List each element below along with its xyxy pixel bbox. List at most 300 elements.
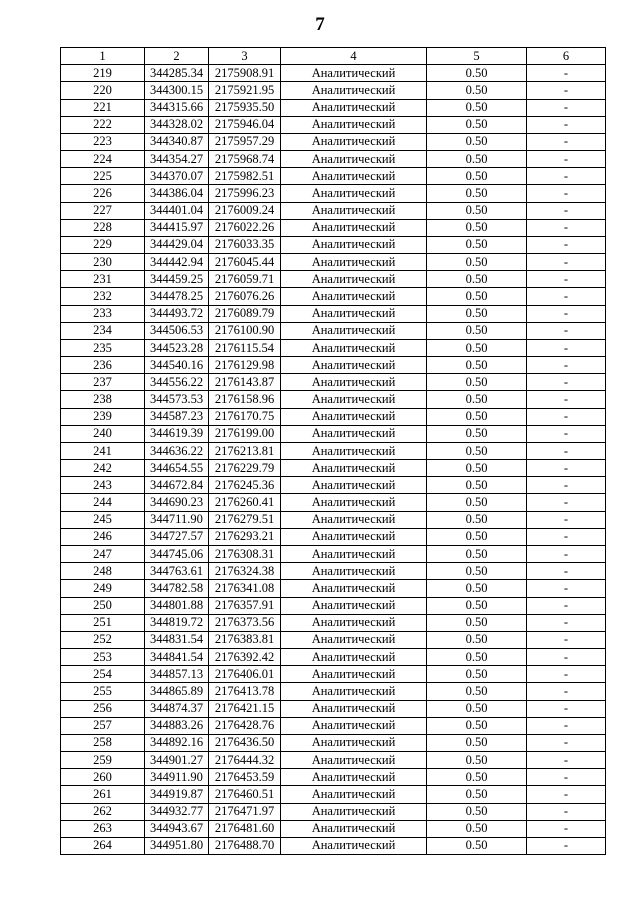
y-coordinate-cell: 2176392.42 <box>209 649 281 666</box>
note-cell: - <box>527 374 606 391</box>
error-cell: 0.50 <box>427 666 527 683</box>
y-coordinate-cell: 2176260.41 <box>209 494 281 511</box>
error-cell: 0.50 <box>427 271 527 288</box>
method-cell: Аналитический <box>281 65 427 82</box>
y-coordinate-cell: 2176129.98 <box>209 357 281 374</box>
table-row <box>61 477 606 494</box>
error-cell: 0.50 <box>427 168 527 185</box>
x-coordinate-cell: 344801.88 <box>145 597 209 614</box>
point-number-cell: 221 <box>61 99 145 116</box>
note-cell: - <box>527 511 606 528</box>
x-coordinate-cell: 344819.72 <box>145 614 209 631</box>
point-number-cell: 235 <box>61 339 145 356</box>
error-cell: 0.50 <box>427 837 527 854</box>
y-coordinate-cell: 2176115.54 <box>209 339 281 356</box>
x-coordinate-cell: 344370.07 <box>145 168 209 185</box>
table-row <box>61 168 606 185</box>
x-coordinate-cell: 344874.37 <box>145 700 209 717</box>
y-coordinate-cell: 2176100.90 <box>209 322 281 339</box>
table-row <box>61 700 606 717</box>
y-coordinate-cell: 2176357.91 <box>209 597 281 614</box>
table-row <box>61 528 606 545</box>
error-cell: 0.50 <box>427 820 527 837</box>
y-coordinate-cell: 2176076.26 <box>209 288 281 305</box>
x-coordinate-cell: 344401.04 <box>145 202 209 219</box>
y-coordinate-cell: 2175935.50 <box>209 99 281 116</box>
point-number-cell: 231 <box>61 271 145 288</box>
method-cell: Аналитический <box>281 99 427 116</box>
y-coordinate-cell: 2176413.78 <box>209 683 281 700</box>
y-coordinate-cell: 2176308.31 <box>209 545 281 562</box>
y-coordinate-cell: 2176428.76 <box>209 717 281 734</box>
y-coordinate-cell: 2176009.24 <box>209 202 281 219</box>
method-cell: Аналитический <box>281 357 427 374</box>
method-cell: Аналитический <box>281 374 427 391</box>
x-coordinate-cell: 344442.94 <box>145 254 209 271</box>
table-row <box>61 236 606 253</box>
x-coordinate-cell: 344429.04 <box>145 236 209 253</box>
table-row <box>61 99 606 116</box>
table-header-row <box>61 48 606 65</box>
x-coordinate-cell: 344932.77 <box>145 803 209 820</box>
point-number-cell: 238 <box>61 391 145 408</box>
point-number-cell: 246 <box>61 528 145 545</box>
point-number-cell: 240 <box>61 425 145 442</box>
note-cell: - <box>527 717 606 734</box>
x-coordinate-cell: 344919.87 <box>145 786 209 803</box>
x-coordinate-cell: 344763.61 <box>145 563 209 580</box>
note-cell: - <box>527 357 606 374</box>
error-cell: 0.50 <box>427 683 527 700</box>
x-coordinate-cell: 344745.06 <box>145 545 209 562</box>
table-row <box>61 288 606 305</box>
point-number-cell: 244 <box>61 494 145 511</box>
column-header-4: 4 <box>281 48 427 65</box>
y-coordinate-cell: 2176383.81 <box>209 631 281 648</box>
x-coordinate-cell: 344951.80 <box>145 837 209 854</box>
note-cell: - <box>527 185 606 202</box>
x-coordinate-cell: 344506.53 <box>145 322 209 339</box>
y-coordinate-cell: 2175908.91 <box>209 65 281 82</box>
error-cell: 0.50 <box>427 322 527 339</box>
y-coordinate-cell: 2175968.74 <box>209 151 281 168</box>
note-cell: - <box>527 305 606 322</box>
note-cell: - <box>527 288 606 305</box>
error-cell: 0.50 <box>427 374 527 391</box>
y-coordinate-cell: 2175957.29 <box>209 133 281 150</box>
column-header-3: 3 <box>209 48 281 65</box>
error-cell: 0.50 <box>427 717 527 734</box>
method-cell: Аналитический <box>281 133 427 150</box>
method-cell: Аналитический <box>281 666 427 683</box>
table-row <box>61 717 606 734</box>
x-coordinate-cell: 344556.22 <box>145 374 209 391</box>
error-cell: 0.50 <box>427 442 527 459</box>
point-number-cell: 222 <box>61 116 145 133</box>
error-cell: 0.50 <box>427 391 527 408</box>
x-coordinate-cell: 344386.04 <box>145 185 209 202</box>
note-cell: - <box>527 769 606 786</box>
x-coordinate-cell: 344415.97 <box>145 219 209 236</box>
point-number-cell: 251 <box>61 614 145 631</box>
point-number-cell: 250 <box>61 597 145 614</box>
method-cell: Аналитический <box>281 185 427 202</box>
note-cell: - <box>527 666 606 683</box>
note-cell: - <box>527 545 606 562</box>
point-number-cell: 227 <box>61 202 145 219</box>
x-coordinate-cell: 344285.34 <box>145 65 209 82</box>
error-cell: 0.50 <box>427 65 527 82</box>
error-cell: 0.50 <box>427 734 527 751</box>
error-cell: 0.50 <box>427 803 527 820</box>
note-cell: - <box>527 580 606 597</box>
point-number-cell: 248 <box>61 563 145 580</box>
error-cell: 0.50 <box>427 339 527 356</box>
error-cell: 0.50 <box>427 511 527 528</box>
point-number-cell: 224 <box>61 151 145 168</box>
method-cell: Аналитический <box>281 391 427 408</box>
x-coordinate-cell: 344587.23 <box>145 408 209 425</box>
method-cell: Аналитический <box>281 511 427 528</box>
table-row <box>61 219 606 236</box>
table-row <box>61 666 606 683</box>
y-coordinate-cell: 2176143.87 <box>209 374 281 391</box>
y-coordinate-cell: 2176158.96 <box>209 391 281 408</box>
method-cell: Аналитический <box>281 734 427 751</box>
point-number-cell: 236 <box>61 357 145 374</box>
method-cell: Аналитический <box>281 271 427 288</box>
y-coordinate-cell: 2176460.51 <box>209 786 281 803</box>
point-number-cell: 256 <box>61 700 145 717</box>
note-cell: - <box>527 683 606 700</box>
error-cell: 0.50 <box>427 357 527 374</box>
point-number-cell: 241 <box>61 442 145 459</box>
x-coordinate-cell: 344573.53 <box>145 391 209 408</box>
x-coordinate-cell: 344493.72 <box>145 305 209 322</box>
note-cell: - <box>527 494 606 511</box>
note-cell: - <box>527 614 606 631</box>
method-cell: Аналитический <box>281 545 427 562</box>
x-coordinate-cell: 344911.90 <box>145 769 209 786</box>
y-coordinate-cell: 2176089.79 <box>209 305 281 322</box>
y-coordinate-cell: 2176170.75 <box>209 408 281 425</box>
x-coordinate-cell: 344540.16 <box>145 357 209 374</box>
method-cell: Аналитический <box>281 837 427 854</box>
note-cell: - <box>527 442 606 459</box>
x-coordinate-cell: 344857.13 <box>145 666 209 683</box>
y-coordinate-cell: 2176059.71 <box>209 271 281 288</box>
method-cell: Аналитический <box>281 786 427 803</box>
y-coordinate-cell: 2176436.50 <box>209 734 281 751</box>
y-coordinate-cell: 2176279.51 <box>209 511 281 528</box>
method-cell: Аналитический <box>281 580 427 597</box>
x-coordinate-cell: 344300.15 <box>145 82 209 99</box>
y-coordinate-cell: 2176293.21 <box>209 528 281 545</box>
method-cell: Аналитический <box>281 631 427 648</box>
error-cell: 0.50 <box>427 202 527 219</box>
x-coordinate-cell: 344865.89 <box>145 683 209 700</box>
error-cell: 0.50 <box>427 460 527 477</box>
error-cell: 0.50 <box>427 563 527 580</box>
note-cell: - <box>527 408 606 425</box>
table-row <box>61 322 606 339</box>
table-body <box>61 65 606 855</box>
y-coordinate-cell: 2176421.15 <box>209 700 281 717</box>
table-row <box>61 837 606 854</box>
y-coordinate-cell: 2176229.79 <box>209 460 281 477</box>
x-coordinate-cell: 344901.27 <box>145 752 209 769</box>
point-number-cell: 259 <box>61 752 145 769</box>
method-cell: Аналитический <box>281 408 427 425</box>
y-coordinate-cell: 2176324.38 <box>209 563 281 580</box>
point-number-cell: 233 <box>61 305 145 322</box>
error-cell: 0.50 <box>427 425 527 442</box>
x-coordinate-cell: 344782.58 <box>145 580 209 597</box>
method-cell: Аналитический <box>281 700 427 717</box>
table-row <box>61 82 606 99</box>
note-cell: - <box>527 391 606 408</box>
point-number-cell: 219 <box>61 65 145 82</box>
note-cell: - <box>527 460 606 477</box>
table-row <box>61 597 606 614</box>
method-cell: Аналитический <box>281 116 427 133</box>
point-number-cell: 232 <box>61 288 145 305</box>
x-coordinate-cell: 344478.25 <box>145 288 209 305</box>
y-coordinate-cell: 2176453.59 <box>209 769 281 786</box>
x-coordinate-cell: 344328.02 <box>145 116 209 133</box>
error-cell: 0.50 <box>427 528 527 545</box>
table-row <box>61 151 606 168</box>
point-number-cell: 264 <box>61 837 145 854</box>
method-cell: Аналитический <box>281 305 427 322</box>
error-cell: 0.50 <box>427 151 527 168</box>
note-cell: - <box>527 837 606 854</box>
table-row <box>61 254 606 271</box>
note-cell: - <box>527 65 606 82</box>
table-row <box>61 786 606 803</box>
error-cell: 0.50 <box>427 597 527 614</box>
y-coordinate-cell: 2176341.08 <box>209 580 281 597</box>
column-header-5: 5 <box>427 48 527 65</box>
error-cell: 0.50 <box>427 305 527 322</box>
method-cell: Аналитический <box>281 597 427 614</box>
note-cell: - <box>527 700 606 717</box>
note-cell: - <box>527 786 606 803</box>
method-cell: Аналитический <box>281 442 427 459</box>
table-row <box>61 803 606 820</box>
error-cell: 0.50 <box>427 494 527 511</box>
method-cell: Аналитический <box>281 614 427 631</box>
table-row <box>61 202 606 219</box>
x-coordinate-cell: 344883.26 <box>145 717 209 734</box>
method-cell: Аналитический <box>281 168 427 185</box>
x-coordinate-cell: 344636.22 <box>145 442 209 459</box>
point-number-cell: 252 <box>61 631 145 648</box>
note-cell: - <box>527 322 606 339</box>
table-row <box>61 339 606 356</box>
table-row <box>61 133 606 150</box>
error-cell: 0.50 <box>427 99 527 116</box>
note-cell: - <box>527 425 606 442</box>
point-number-cell: 237 <box>61 374 145 391</box>
note-cell: - <box>527 528 606 545</box>
x-coordinate-cell: 344654.55 <box>145 460 209 477</box>
y-coordinate-cell: 2175946.04 <box>209 116 281 133</box>
note-cell: - <box>527 477 606 494</box>
error-cell: 0.50 <box>427 133 527 150</box>
y-coordinate-cell: 2176045.44 <box>209 254 281 271</box>
y-coordinate-cell: 2176406.01 <box>209 666 281 683</box>
error-cell: 0.50 <box>427 752 527 769</box>
error-cell: 0.50 <box>427 408 527 425</box>
error-cell: 0.50 <box>427 769 527 786</box>
error-cell: 0.50 <box>427 288 527 305</box>
note-cell: - <box>527 597 606 614</box>
table-row <box>61 752 606 769</box>
x-coordinate-cell: 344892.16 <box>145 734 209 751</box>
note-cell: - <box>527 631 606 648</box>
method-cell: Аналитический <box>281 717 427 734</box>
error-cell: 0.50 <box>427 786 527 803</box>
x-coordinate-cell: 344711.90 <box>145 511 209 528</box>
y-coordinate-cell: 2175921.95 <box>209 82 281 99</box>
note-cell: - <box>527 82 606 99</box>
y-coordinate-cell: 2176245.36 <box>209 477 281 494</box>
note-cell: - <box>527 116 606 133</box>
x-coordinate-cell: 344690.23 <box>145 494 209 511</box>
x-coordinate-cell: 344354.27 <box>145 151 209 168</box>
point-number-cell: 226 <box>61 185 145 202</box>
table-row <box>61 580 606 597</box>
method-cell: Аналитический <box>281 683 427 700</box>
method-cell: Аналитический <box>281 752 427 769</box>
x-coordinate-cell: 344523.28 <box>145 339 209 356</box>
method-cell: Аналитический <box>281 528 427 545</box>
table-row <box>61 769 606 786</box>
y-coordinate-cell: 2175982.51 <box>209 168 281 185</box>
point-number-cell: 230 <box>61 254 145 271</box>
point-number-cell: 242 <box>61 460 145 477</box>
note-cell: - <box>527 752 606 769</box>
table-row <box>61 65 606 82</box>
table-row <box>61 116 606 133</box>
point-number-cell: 229 <box>61 236 145 253</box>
error-cell: 0.50 <box>427 116 527 133</box>
point-number-cell: 261 <box>61 786 145 803</box>
point-number-cell: 260 <box>61 769 145 786</box>
point-number-cell: 225 <box>61 168 145 185</box>
error-cell: 0.50 <box>427 82 527 99</box>
note-cell: - <box>527 820 606 837</box>
y-coordinate-cell: 2176199.00 <box>209 425 281 442</box>
note-cell: - <box>527 202 606 219</box>
error-cell: 0.50 <box>427 477 527 494</box>
note-cell: - <box>527 803 606 820</box>
method-cell: Аналитический <box>281 769 427 786</box>
table-row <box>61 631 606 648</box>
y-coordinate-cell: 2175996.23 <box>209 185 281 202</box>
method-cell: Аналитический <box>281 151 427 168</box>
table-row <box>61 649 606 666</box>
page-number: 7 <box>315 14 325 35</box>
point-number-cell: 254 <box>61 666 145 683</box>
y-coordinate-cell: 2176022.26 <box>209 219 281 236</box>
method-cell: Аналитический <box>281 339 427 356</box>
y-coordinate-cell: 2176373.56 <box>209 614 281 631</box>
table-row <box>61 614 606 631</box>
x-coordinate-cell: 344841.54 <box>145 649 209 666</box>
point-number-cell: 258 <box>61 734 145 751</box>
note-cell: - <box>527 271 606 288</box>
y-coordinate-cell: 2176471.97 <box>209 803 281 820</box>
point-number-cell: 247 <box>61 545 145 562</box>
method-cell: Аналитический <box>281 494 427 511</box>
table-row <box>61 734 606 751</box>
error-cell: 0.50 <box>427 700 527 717</box>
table-row <box>61 305 606 322</box>
table-row <box>61 408 606 425</box>
method-cell: Аналитический <box>281 803 427 820</box>
note-cell: - <box>527 151 606 168</box>
y-coordinate-cell: 2176444.32 <box>209 752 281 769</box>
error-cell: 0.50 <box>427 580 527 597</box>
method-cell: Аналитический <box>281 202 427 219</box>
method-cell: Аналитический <box>281 649 427 666</box>
coordinates-table <box>60 47 606 855</box>
point-number-cell: 249 <box>61 580 145 597</box>
note-cell: - <box>527 563 606 580</box>
error-cell: 0.50 <box>427 649 527 666</box>
method-cell: Аналитический <box>281 425 427 442</box>
y-coordinate-cell: 2176033.35 <box>209 236 281 253</box>
point-number-cell: 255 <box>61 683 145 700</box>
point-number-cell: 223 <box>61 133 145 150</box>
method-cell: Аналитический <box>281 563 427 580</box>
y-coordinate-cell: 2176481.60 <box>209 820 281 837</box>
table-row <box>61 563 606 580</box>
table-row <box>61 683 606 700</box>
x-coordinate-cell: 344727.57 <box>145 528 209 545</box>
column-header-1: 1 <box>61 48 145 65</box>
table-row <box>61 511 606 528</box>
note-cell: - <box>527 734 606 751</box>
note-cell: - <box>527 339 606 356</box>
point-number-cell: 243 <box>61 477 145 494</box>
method-cell: Аналитический <box>281 322 427 339</box>
y-coordinate-cell: 2176488.70 <box>209 837 281 854</box>
point-number-cell: 263 <box>61 820 145 837</box>
point-number-cell: 253 <box>61 649 145 666</box>
point-number-cell: 257 <box>61 717 145 734</box>
point-number-cell: 220 <box>61 82 145 99</box>
table-row <box>61 391 606 408</box>
table-row <box>61 545 606 562</box>
note-cell: - <box>527 99 606 116</box>
point-number-cell: 245 <box>61 511 145 528</box>
point-number-cell: 262 <box>61 803 145 820</box>
method-cell: Аналитический <box>281 219 427 236</box>
y-coordinate-cell: 2176213.81 <box>209 442 281 459</box>
error-cell: 0.50 <box>427 185 527 202</box>
note-cell: - <box>527 219 606 236</box>
x-coordinate-cell: 344943.67 <box>145 820 209 837</box>
method-cell: Аналитический <box>281 82 427 99</box>
x-coordinate-cell: 344831.54 <box>145 631 209 648</box>
column-header-6: 6 <box>527 48 606 65</box>
x-coordinate-cell: 344672.84 <box>145 477 209 494</box>
x-coordinate-cell: 344315.66 <box>145 99 209 116</box>
table-row <box>61 374 606 391</box>
